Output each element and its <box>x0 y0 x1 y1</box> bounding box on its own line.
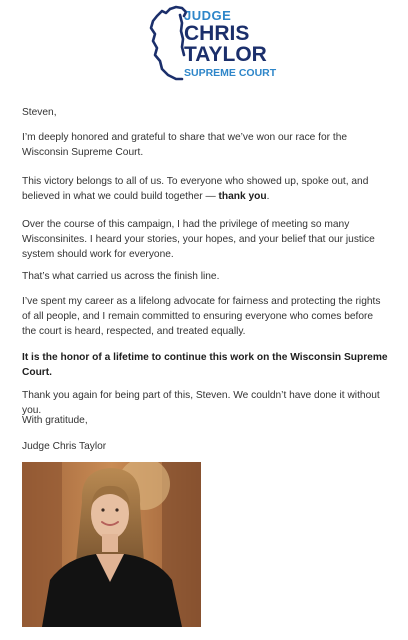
paragraph-victory: I’m deeply honored and grateful to share that we’ve won our race for the Wisconsin Supreme Court. <box>22 132 348 158</box>
campaign-logo[interactable] <box>140 3 290 83</box>
paragraph-finish-line: That’s what carried us across the finish line. <box>22 271 220 282</box>
logo-line-taylor: TAYLOR <box>184 43 267 66</box>
paragraph-career: I’ve spent my career as a lifelong advocate for fairness and protecting the rights of all people, and I remain committed to ensuring everyone who comes before the court is heard, respected, and treated equally. <box>22 296 381 337</box>
paragraph-thanks: Thank you again for being part of this, Steven. We couldn’t have done it without you. <box>22 390 380 416</box>
paragraph-belongs <box>22 174 390 204</box>
thank-you-bold: thank you <box>218 191 267 202</box>
logo-line-chris: CHRIS <box>184 22 250 45</box>
paragraph-belongs-text: This victory belongs to all of us. To everyone who showed up, spoke out, and believed in what we could build together — <box>22 176 369 202</box>
paragraph-honor: It is the honor of a lifetime to continue this work on the Wisconsin Supreme Court. <box>22 352 388 378</box>
wisconsin-outline-icon <box>140 3 290 83</box>
greeting: Steven, <box>22 107 57 118</box>
paragraph-belongs-end: . <box>266 191 270 202</box>
logo-line-supreme-court: SUPREME COURT <box>184 67 277 79</box>
closing: With gratitude, <box>22 415 88 426</box>
portrait-photo <box>22 462 201 627</box>
paragraph-campaign: Over the course of this campaign, I had the privilege of meeting so many Wisconsinites. I heard your stories, your hopes, and your belief that our justice system should work for everyone. <box>22 219 375 260</box>
signature: Judge Chris Taylor <box>22 441 107 452</box>
logo-line-judge: JUDGE <box>184 8 232 23</box>
